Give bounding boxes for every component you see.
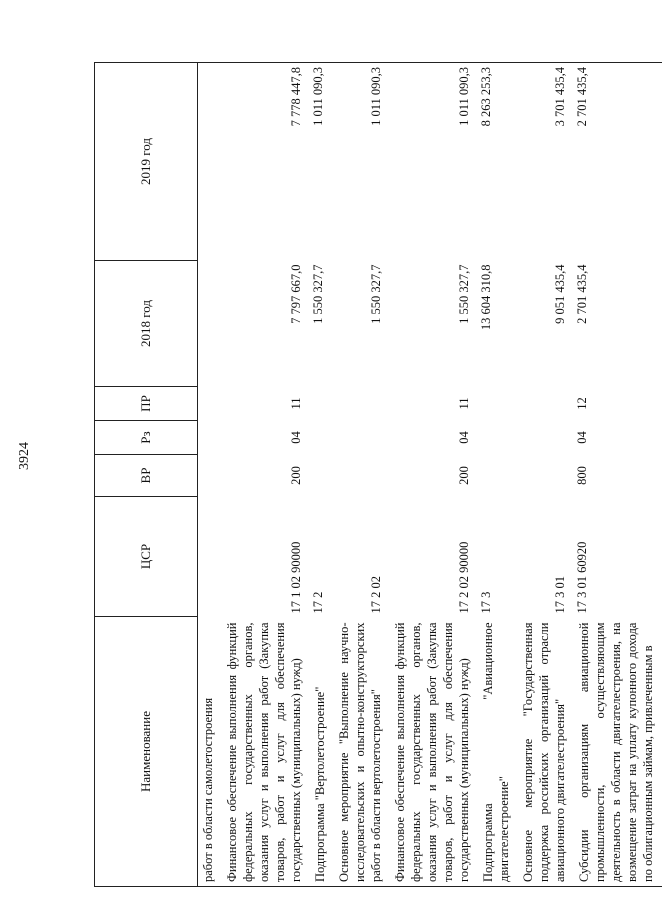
table-row: [478, 63, 518, 887]
row-2019: 1 011 090,3: [390, 63, 478, 261]
budget-table: [94, 62, 662, 887]
row-2018: 9 051 435,4: [553, 264, 567, 324]
row-rz: [334, 421, 390, 455]
row-rz: [198, 421, 223, 455]
row-csr: 17 3 01 60920: [575, 541, 589, 614]
row-2019: 3 701 435,4: [518, 63, 574, 261]
row-vr: [198, 455, 223, 497]
row-pr: 11: [457, 397, 471, 410]
row-name: работ в области самолетостроения: [198, 617, 223, 887]
row-pr: [518, 387, 574, 421]
row-name: Подпрограмма "Вертолетостроение": [310, 617, 334, 887]
row-vr: [518, 455, 574, 497]
row-rz: [478, 421, 518, 455]
row-csr: 17 3: [479, 591, 493, 614]
header-csr: ЦСР: [95, 497, 198, 617]
row-vr: 200: [289, 466, 303, 485]
row-csr: 17 2 02: [369, 576, 383, 614]
table-row: [334, 63, 390, 887]
table-row: [310, 63, 334, 887]
row-csr: [198, 497, 223, 617]
row-vr: [478, 455, 518, 497]
row-2019: 8 263 253,3: [478, 63, 518, 261]
row-name: Основное мероприятие "Государственная поддержка российских организаций отрасли авиационного двигателестроения": [518, 617, 574, 887]
row-rz: [518, 421, 574, 455]
row-csr: 17 2: [311, 591, 325, 614]
row-name: Финансовое обеспечение выполнения функций федеральных государственных органов, оказания услуг и выполнения работ (Закупка товаров, работ и услуг для обеспечения государственных (муниципальных) нужд): [390, 617, 478, 887]
table-row: [198, 63, 223, 887]
row-2018: 13 604 310,8: [479, 264, 493, 331]
row-csr: 17 2 02 90000: [457, 541, 471, 614]
row-rz: 04: [575, 431, 589, 444]
row-vr: [334, 455, 390, 497]
row-2019: [198, 63, 223, 261]
table-row: [574, 63, 662, 887]
row-rz: 04: [457, 431, 471, 444]
row-2018: 1 550 327,7: [457, 264, 471, 324]
table-row: [518, 63, 574, 887]
row-pr: 12: [575, 397, 589, 410]
row-vr: 200: [457, 466, 471, 485]
row-csr: 17 3 01: [553, 576, 567, 614]
row-name: Финансовое обеспечение выполнения функций федеральных государственных органов, оказания услуг и выполнения работ (Закупка товаров, работ и услуг для обеспечения государственных (муниципальных) нужд): [222, 617, 310, 887]
row-2018: 7 797 667,0: [289, 264, 303, 324]
row-2019: 1 011 090,3: [310, 63, 334, 261]
row-2019: 1 011 090,3: [334, 63, 390, 261]
row-name: Подпрограмма "Авиационное двигателестроение": [478, 617, 518, 887]
row-2019: 2 701 435,4: [574, 63, 662, 261]
header-pr: ПР: [95, 387, 198, 421]
row-vr: [310, 455, 334, 497]
header-2018: 2018 год: [95, 261, 198, 387]
row-pr: [198, 387, 223, 421]
budget-table-rotated: [94, 63, 655, 887]
row-2018: 1 550 327,7: [311, 264, 325, 324]
row-rz: [310, 421, 334, 455]
row-rz: 04: [289, 431, 303, 444]
row-pr: [310, 387, 334, 421]
row-2019: 7 778 447,8: [222, 63, 310, 261]
row-name: Субсидии организациям авиационной промышленности, осуществляющим деятельность в области двигателестроения, на возмещение затрат на уплату купонного дохода по облигационным займам, привлеченным в: [574, 617, 662, 887]
header-vr: ВР: [95, 455, 198, 497]
row-pr: [334, 387, 390, 421]
row-vr: 800: [575, 466, 589, 485]
row-pr: [478, 387, 518, 421]
header-name: Наименование: [95, 617, 198, 887]
row-pr: 11: [289, 397, 303, 410]
row-name: Основное мероприятие "Выполнение научно-исследовательских и опытно-конструкторских работ в области вертолетостроения": [334, 617, 390, 887]
row-csr: 17 1 02 90000: [289, 541, 303, 614]
table-row: [222, 63, 310, 887]
header-2019: 2019 год: [95, 63, 198, 261]
row-2018: [198, 261, 223, 387]
table-row: [390, 63, 478, 887]
row-2018: 2 701 435,4: [575, 264, 589, 324]
row-2018: 1 550 327,7: [369, 264, 383, 324]
page-number: 3924: [17, 442, 32, 470]
table-header-row: [95, 63, 198, 887]
header-rz: Рз: [95, 421, 198, 455]
